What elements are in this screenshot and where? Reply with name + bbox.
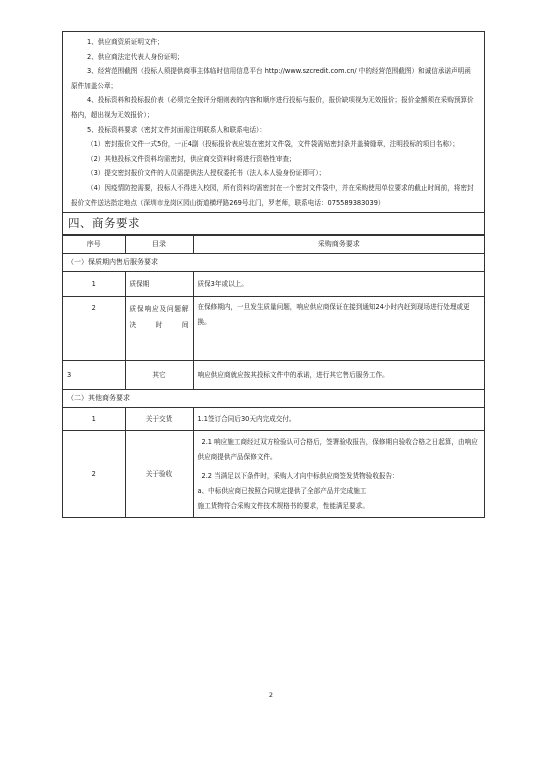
table-row [63, 297, 484, 361]
header-requirement: 采购商务要求 [193, 236, 484, 254]
header-item: 目录 [125, 236, 193, 254]
acceptance-line: 2.2 当满足以下条件时，采购人才向中标供应商签发货物验收报告： [201, 472, 399, 481]
requirement-item: 2、供应商法定代表人身份证明； [87, 52, 184, 61]
row-requirement [193, 431, 484, 518]
table-row [63, 272, 484, 297]
table-row [63, 408, 484, 431]
row-no: 2 [63, 297, 125, 361]
row-requirement: 响应供应商就应按其投标文件中的承诺，进行其它售后服务工作。 [193, 361, 484, 390]
table-row [63, 431, 484, 518]
requirements-list [63, 32, 484, 213]
row-item: 关于交货 [125, 408, 193, 431]
requirement-subitem: （2）其他投标文件资料均需密封，供应商交资料时将进行资格性审查； [87, 154, 296, 163]
row-item: 质保响应及问题解决时间 [125, 297, 193, 361]
requirement-subitem: （4）因疫情防控需要，投标人不得进入校园，所有资料均需密封在一个密封文件袋中，并在采购使用单位要求的截止时间前，将密封报价文件送达指定地点（深圳市龙岗区园山街道横坪路269号北门，罗老师，联系电话：075589383039） [71, 183, 474, 207]
row-requirement: 质保3年或以上。 [193, 272, 484, 297]
group-row [63, 390, 484, 408]
row-requirement: 在保修期内，一旦发生质量问题，响应供应商保证在接到通知24小时内赶到现场进行处理或更换。 [193, 297, 484, 361]
requirement-subitem: （3）提交密封报价文件的人员需提供法人授权委托书（法人本人验身份证即可）； [87, 169, 326, 178]
row-item: 质保期 [125, 272, 193, 297]
requirement-item: 4、投标资料和投标报价表（必须完全按评分细则表的内容和顺序进行投标与报价，报价缺项视为无效报价；报价金额须在采购预算价格内，超出视为无效报价）； [71, 96, 474, 119]
business-requirements-table [63, 235, 484, 518]
row-item: 关于验收 [125, 431, 193, 518]
table-header-row [63, 236, 484, 254]
acceptance-line: a、中标供应商已按照合同规定提供了全部产品并完成施工 [197, 487, 367, 496]
acceptance-line: 施工货物符合采购文件技术规格书的要求，性能满足要求。 [197, 502, 369, 511]
requirement-subitem: （1）密封报价文件一式5份，一正4副（投标报价表应装在密封文件袋，文件袋需贴密封条并盖骑缝章，注明投标的项目名称）； [87, 140, 459, 149]
section-title: 四、商务要求 [63, 213, 484, 235]
group-row [63, 254, 484, 272]
document-frame [62, 31, 485, 518]
document-page [62, 31, 485, 518]
row-no: 2 [63, 431, 125, 518]
table-row [63, 361, 484, 390]
row-no: 1 [63, 408, 125, 431]
row-no: 3 [63, 361, 125, 390]
row-no: 1 [63, 272, 125, 297]
group-title: （二）其他商务要求 [63, 390, 484, 408]
group-title: （一）保质期内售后服务要求 [63, 254, 484, 272]
row-requirement: 1.1签订合同后30天内完成交付。 [193, 408, 484, 431]
requirement-item: 5、投标资料要求（密封文件封面需注明联系人和联系电话）： [87, 125, 266, 134]
header-no: 序号 [63, 236, 125, 254]
requirement-item: 1、供应商资质证明文件； [87, 38, 164, 46]
row-item: 其它 [125, 361, 193, 390]
page-number: 2 [268, 691, 274, 699]
acceptance-line: 2.1 响应施工商经过双方检验认可合格后，签署验收报告，保修期自验收合格之日起算，由响应供应商提供产品保修文件。 [197, 438, 478, 462]
requirement-item: 3、经营范围截图（投标人须提供商事主体临时信用信息平台 http://www.szcredit.com.cn/ 中的经营范围截图）和诚信承诺声明函原件加盖公章； [71, 67, 471, 90]
